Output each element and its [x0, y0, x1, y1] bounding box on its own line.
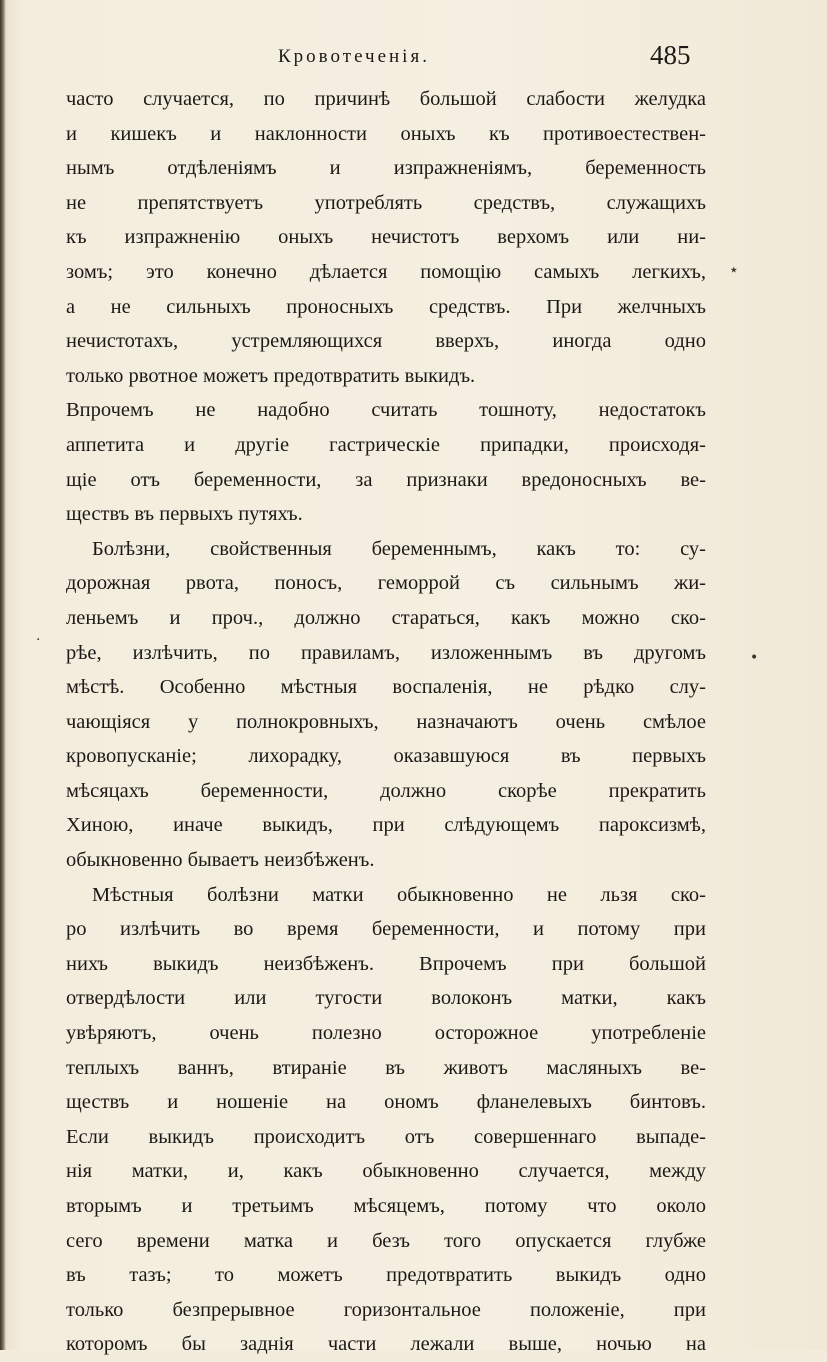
text-line: нихъ выкидъ неизбѣженъ. Впрочемъ при большой: [66, 952, 706, 975]
text-line: дорожная рвота, поносъ, геморрой съ сильнымъ жи-: [66, 572, 706, 595]
text-line: и кишекъ и наклонности оныхъ къ противоестествен-: [66, 122, 706, 145]
paragraph-first-line: Болѣзни, свойственныя беременнымъ, какъ то: су-: [92, 537, 706, 560]
page-spine-edge: [0, 0, 6, 1350]
text-line: кровопусканіе; лихорадку, оказавшуюся въ первыхъ: [66, 745, 706, 768]
text-line: вторымъ и третьимъ мѣсяцемъ, потому что около: [66, 1195, 706, 1217]
text-line: ществъ и ношеніе на ономъ фланелевыхъ бинтовъ.: [66, 1091, 706, 1114]
text-line: не препятствуетъ употреблять средствъ, служащихъ: [66, 191, 706, 214]
text-line: Если выкидъ происходитъ отъ совершеннаго выпаде-: [66, 1125, 706, 1148]
text-line: увѣряютъ, очень полезно осторожное употребленіе: [66, 1022, 706, 1045]
paragraph-first-line: Мѣстныя болѣзни матки обыкновенно не льзя ско-: [92, 883, 706, 906]
body-text: [66, 82, 706, 1362]
text-line: къ изпражненію оныхъ нечистотъ верхомъ или ни-: [66, 226, 706, 249]
text-line: только безпрерывное горизонтальное положеніе, при: [66, 1298, 706, 1321]
text-line: ро излѣчить во время беременности, и потому при: [66, 918, 706, 941]
text-line: леньемъ и проч., должно стараться, какъ можно ско-: [66, 606, 706, 629]
text-line: Впрочемъ не надобно считать тошноту, недостатокъ: [66, 399, 706, 422]
text-line: нымъ отдѣленіямъ и изпражненіямъ, беременность: [66, 157, 706, 180]
ink-speck: •: [750, 650, 759, 666]
text-line: мѣстѣ. Особенно мѣстныя воспаленія, не рѣдко слу-: [66, 676, 706, 699]
text-line: аппетита и другіе гастрическіе припадки, происходя-: [66, 433, 706, 456]
text-line: щіе отъ беременности, за признаки вредоносныхъ ве-: [66, 468, 706, 491]
text-line: рѣе, излѣчить, по правиламъ, изложеннымъ въ другомъ: [66, 641, 706, 664]
running-title: Кровотеченія.: [278, 46, 430, 67]
text-line: которомъ бы заднія части лежали выше, ночью на: [66, 1333, 706, 1356]
text-line: мѣсяцахъ беременности, должно скорѣе прекратить: [66, 779, 706, 802]
ink-speck: ٭: [730, 262, 738, 278]
text-line: только рвотное можетъ предотвратить выкидъ.: [66, 364, 476, 387]
text-line: Хиною, иначе выкидъ, при слѣдующемъ пароксизмѣ,: [66, 814, 706, 837]
text-line: нія матки, и, какъ обыкновенно случается, между: [66, 1160, 706, 1183]
running-head: [0, 42, 827, 76]
page-number: 485: [650, 40, 691, 70]
text-line: часто случается, по причинѣ большой слабости желудка: [66, 88, 706, 110]
text-line: нечистотахъ, устремляющихся вверхъ, иногда одно: [66, 330, 706, 353]
text-line: ществъ въ первыхъ путяхъ.: [66, 503, 303, 526]
text-line: обыкновенно бываетъ неизбѣженъ.: [66, 849, 375, 872]
text-line: теплыхъ ваннъ, втираніе въ животъ масляныхъ ве-: [66, 1056, 706, 1079]
text-line: сего времени матка и безъ того опускается глубже: [66, 1229, 706, 1252]
text-line: чающіяся у полнокровныхъ, назначаютъ очень смѣлое: [66, 710, 706, 733]
text-line: въ тазъ; то можетъ предотвратить выкидъ одно: [66, 1264, 706, 1287]
text-line: зомъ; это конечно дѣлается помощію самыхъ легкихъ,: [66, 260, 706, 283]
text-line: а не сильныхъ проносныхъ средствъ. При желчныхъ: [66, 295, 706, 318]
text-line: отвердѣлости или тугости волоконъ матки, какъ: [66, 987, 706, 1010]
ink-speck: ·: [36, 632, 41, 648]
